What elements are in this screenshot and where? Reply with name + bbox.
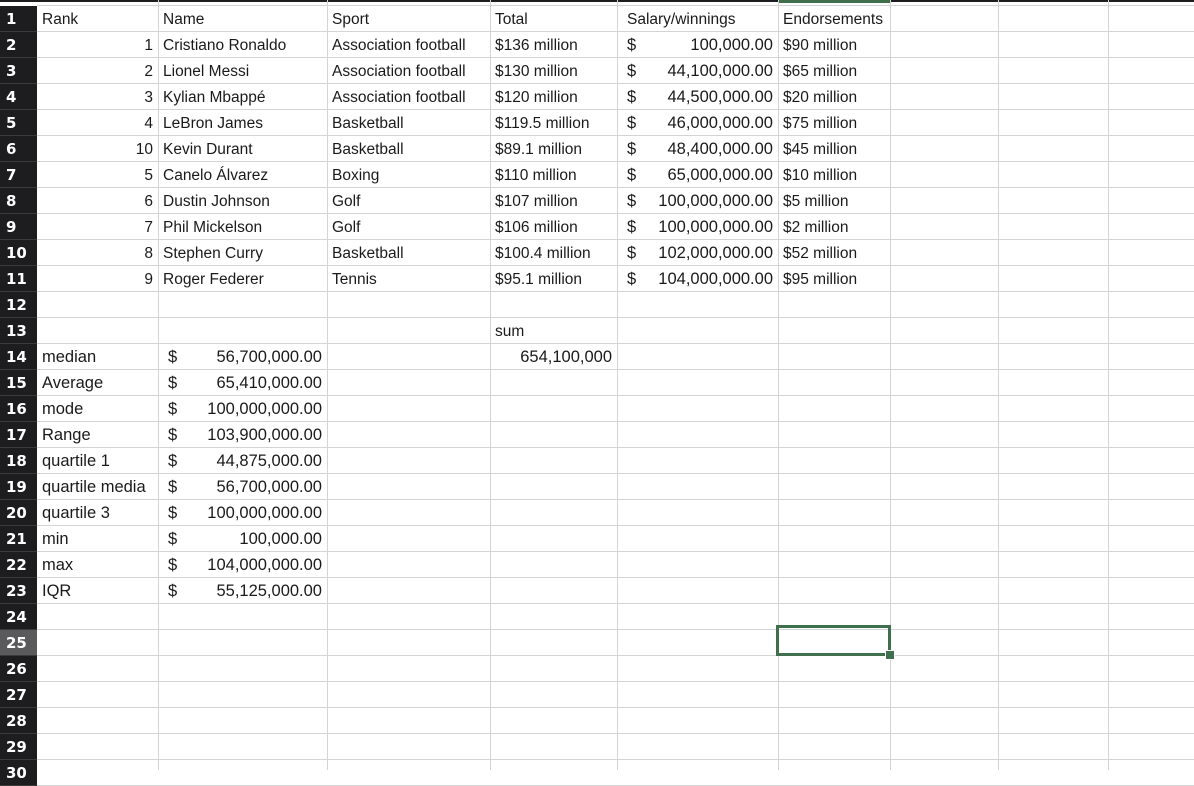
row-header-28[interactable]: 28 — [0, 708, 37, 734]
row-header-11[interactable]: 11 — [0, 266, 37, 292]
stat-value[interactable] — [158, 552, 327, 578]
stat-label[interactable]: quartile 1 — [42, 452, 110, 470]
stat-value[interactable] — [158, 474, 327, 500]
row-gridline — [37, 759, 1194, 760]
row-gridline — [37, 707, 1194, 708]
currency-amount: 56,700,000.00 — [216, 348, 322, 366]
currency-symbol: $ — [168, 504, 178, 522]
currency-symbol: $ — [168, 400, 178, 418]
row-header-3[interactable]: 3 — [0, 58, 37, 84]
header-rank[interactable]: Rank — [42, 11, 79, 28]
currency-amount: 103,900,000.00 — [207, 426, 322, 444]
row-header-20[interactable]: 20 — [0, 500, 37, 526]
athlete-salary[interactable] — [617, 58, 778, 84]
currency-symbol: $ — [627, 62, 637, 80]
athlete-endorsements[interactable]: $45 million — [783, 141, 858, 158]
athlete-name[interactable]: Stephen Curry — [163, 245, 263, 262]
athlete-endorsements[interactable]: $95 million — [783, 271, 858, 288]
selected-column-indicator — [779, 0, 890, 3]
athlete-endorsements[interactable]: $2 million — [783, 219, 849, 236]
row-header-19[interactable]: 19 — [0, 474, 37, 500]
athlete-sport[interactable]: Association football — [332, 37, 466, 54]
row-header-18[interactable]: 18 — [0, 448, 37, 474]
sum-value[interactable]: 654,100,000 — [520, 348, 612, 366]
currency-amount: 46,000,000.00 — [667, 114, 773, 132]
athlete-endorsements[interactable]: $5 million — [783, 193, 849, 210]
athlete-sport[interactable]: Basketball — [332, 141, 404, 158]
currency-symbol: $ — [627, 270, 637, 288]
athlete-total[interactable]: $120 million — [495, 89, 578, 106]
currency-symbol: $ — [627, 244, 637, 262]
currency-symbol: $ — [168, 478, 178, 496]
athlete-salary[interactable] — [617, 188, 778, 214]
row-header-7[interactable]: 7 — [0, 162, 37, 188]
stat-value[interactable] — [158, 448, 327, 474]
athlete-name[interactable]: Roger Federer — [163, 271, 264, 288]
currency-symbol: $ — [168, 374, 178, 392]
stat-value[interactable] — [158, 344, 327, 370]
row-header-17[interactable]: 17 — [0, 422, 37, 448]
athlete-total[interactable]: $95.1 million — [495, 271, 583, 288]
currency-symbol: $ — [627, 140, 637, 158]
currency-symbol: $ — [168, 530, 178, 548]
athlete-endorsements[interactable]: $52 million — [783, 245, 858, 262]
currency-amount: 100,000,000.00 — [658, 192, 773, 210]
currency-amount: 100,000,000.00 — [207, 504, 322, 522]
currency-amount: 48,400,000.00 — [667, 140, 773, 158]
athlete-rank[interactable]: 9 — [144, 271, 153, 288]
currency-amount: 100,000.00 — [690, 36, 773, 54]
currency-amount: 44,100,000.00 — [667, 62, 773, 80]
currency-symbol: $ — [168, 348, 178, 366]
athlete-endorsements[interactable]: $90 million — [783, 37, 858, 54]
stat-value[interactable] — [158, 578, 327, 604]
athlete-total[interactable]: $100.4 million — [495, 245, 591, 262]
row-gridline — [37, 629, 1194, 630]
stat-value[interactable] — [158, 370, 327, 396]
athlete-name[interactable]: Lionel Messi — [163, 63, 250, 80]
header-name[interactable]: Name — [163, 11, 205, 28]
athlete-rank[interactable]: 6 — [144, 193, 153, 210]
athlete-sport[interactable]: Association football — [332, 89, 466, 106]
athlete-name[interactable]: Kevin Durant — [163, 141, 253, 158]
athlete-rank[interactable]: 8 — [144, 245, 153, 262]
athlete-salary[interactable] — [617, 162, 778, 188]
athlete-total[interactable]: $89.1 million — [495, 141, 583, 158]
stat-label[interactable]: mode — [42, 400, 84, 418]
row-header-1[interactable]: 1 — [0, 6, 37, 32]
stat-value[interactable] — [158, 396, 327, 422]
currency-amount: 55,125,000.00 — [216, 582, 322, 600]
currency-amount: 65,000,000.00 — [667, 166, 773, 184]
currency-amount: 102,000,000.00 — [658, 244, 773, 262]
athlete-total[interactable]: $107 million — [495, 193, 578, 210]
header-salary[interactable]: Salary/winnings — [627, 11, 736, 28]
athlete-rank[interactable]: 4 — [144, 115, 153, 132]
currency-symbol: $ — [168, 452, 178, 470]
athlete-rank[interactable]: 7 — [144, 219, 153, 236]
row-header-8[interactable]: 8 — [0, 188, 37, 214]
row-header-16[interactable]: 16 — [0, 396, 37, 422]
athlete-total[interactable]: $136 million — [495, 37, 578, 54]
currency-symbol: $ — [627, 192, 637, 210]
athlete-sport[interactable]: Association football — [332, 63, 466, 80]
row-header-13[interactable]: 13 — [0, 318, 37, 344]
athlete-total[interactable]: $119.5 million — [495, 115, 590, 132]
row-header-30[interactable]: 30 — [0, 760, 37, 786]
row-header-27[interactable]: 27 — [0, 682, 37, 708]
athlete-sport[interactable]: Tennis — [332, 271, 377, 288]
stat-label[interactable]: IQR — [42, 582, 72, 600]
row-header-12[interactable]: 12 — [0, 292, 37, 318]
top-border — [0, 0, 1194, 2]
currency-amount: 100,000,000.00 — [658, 218, 773, 236]
stat-label[interactable]: max — [42, 556, 74, 574]
currency-symbol: $ — [627, 218, 637, 236]
stat-label[interactable]: quartile media — [42, 478, 146, 496]
athlete-name[interactable]: Cristiano Ronaldo — [163, 37, 287, 54]
athlete-endorsements[interactable]: $65 million — [783, 63, 858, 80]
stat-value[interactable] — [158, 422, 327, 448]
athlete-salary[interactable] — [617, 110, 778, 136]
athlete-total[interactable]: $106 million — [495, 219, 578, 236]
athlete-sport[interactable]: Golf — [332, 193, 361, 210]
row-gridline — [37, 655, 1194, 656]
row-header-25[interactable]: 25 — [0, 630, 37, 656]
athlete-sport[interactable]: Boxing — [332, 167, 380, 184]
athlete-endorsements[interactable]: $10 million — [783, 167, 858, 184]
athlete-name[interactable]: Dustin Johnson — [163, 193, 270, 210]
athlete-rank[interactable]: 2 — [144, 63, 153, 80]
stat-label[interactable]: min — [42, 530, 69, 548]
currency-amount: 100,000,000.00 — [207, 400, 322, 418]
currency-symbol: $ — [168, 426, 178, 444]
row-header-21[interactable]: 21 — [0, 526, 37, 552]
athlete-salary[interactable] — [617, 136, 778, 162]
athlete-sport[interactable]: Golf — [332, 219, 361, 236]
row-header-5[interactable]: 5 — [0, 110, 37, 136]
athlete-rank[interactable]: 10 — [135, 141, 153, 158]
athlete-rank[interactable]: 1 — [144, 37, 153, 54]
athlete-salary[interactable] — [617, 240, 778, 266]
athlete-sport[interactable]: Basketball — [332, 245, 404, 262]
athlete-salary[interactable] — [617, 32, 778, 58]
row-header-9[interactable]: 9 — [0, 214, 37, 240]
currency-symbol: $ — [168, 582, 178, 600]
currency-amount: 104,000,000.00 — [207, 556, 322, 574]
athlete-sport[interactable]: Basketball — [332, 115, 404, 132]
athlete-salary[interactable] — [617, 214, 778, 240]
row-header-29[interactable]: 29 — [0, 734, 37, 760]
row-header-10[interactable]: 10 — [0, 240, 37, 266]
sum-label[interactable]: sum — [495, 323, 525, 340]
currency-symbol: $ — [168, 556, 178, 574]
row-header-15[interactable]: 15 — [0, 370, 37, 396]
currency-symbol: $ — [627, 166, 637, 184]
header-sport[interactable]: Sport — [332, 11, 370, 28]
athlete-salary[interactable] — [617, 266, 778, 292]
row-gridline — [37, 733, 1194, 734]
athlete-salary[interactable] — [617, 84, 778, 110]
currency-amount: 44,500,000.00 — [667, 88, 773, 106]
stat-label[interactable]: Range — [42, 426, 91, 444]
athlete-rank[interactable]: 5 — [144, 167, 153, 184]
athlete-rank[interactable]: 3 — [144, 89, 153, 106]
athlete-name[interactable]: Phil Mickelson — [163, 219, 263, 236]
row-header-2[interactable]: 2 — [0, 32, 37, 58]
athlete-total[interactable]: $130 million — [495, 63, 578, 80]
currency-amount: 100,000.00 — [239, 530, 322, 548]
athlete-endorsements[interactable]: $20 million — [783, 89, 858, 106]
currency-symbol: $ — [627, 88, 637, 106]
stat-value[interactable] — [158, 500, 327, 526]
athlete-name[interactable]: Canelo Álvarez — [163, 167, 269, 184]
row-header-22[interactable]: 22 — [0, 552, 37, 578]
currency-amount: 44,875,000.00 — [216, 452, 322, 470]
athlete-endorsements[interactable]: $75 million — [783, 115, 858, 132]
row-header-26[interactable]: 26 — [0, 656, 37, 682]
stat-label[interactable]: median — [42, 348, 97, 366]
currency-symbol: $ — [627, 36, 637, 54]
currency-amount: 65,410,000.00 — [216, 374, 322, 392]
fill-handle[interactable] — [885, 650, 895, 660]
row-header-24[interactable]: 24 — [0, 604, 37, 630]
currency-amount: 56,700,000.00 — [216, 478, 322, 496]
currency-amount: 104,000,000.00 — [658, 270, 773, 288]
selected-cell[interactable] — [776, 625, 891, 656]
athlete-name[interactable]: Kylian Mbappé — [163, 89, 266, 106]
stat-label[interactable]: quartile 3 — [42, 504, 110, 522]
athlete-name[interactable]: LeBron James — [163, 115, 263, 132]
stat-value[interactable] — [158, 526, 327, 552]
athlete-total[interactable]: $110 million — [495, 167, 577, 184]
row-header-23[interactable]: 23 — [0, 578, 37, 604]
row-header-4[interactable]: 4 — [0, 84, 37, 110]
row-header-6[interactable]: 6 — [0, 136, 37, 162]
row-gridline — [37, 681, 1194, 682]
header-endorsements[interactable]: Endorsements — [783, 11, 883, 28]
header-total[interactable]: Total — [495, 11, 528, 28]
currency-symbol: $ — [627, 114, 637, 132]
row-header-14[interactable]: 14 — [0, 344, 37, 370]
stat-label[interactable]: Average — [42, 374, 104, 392]
